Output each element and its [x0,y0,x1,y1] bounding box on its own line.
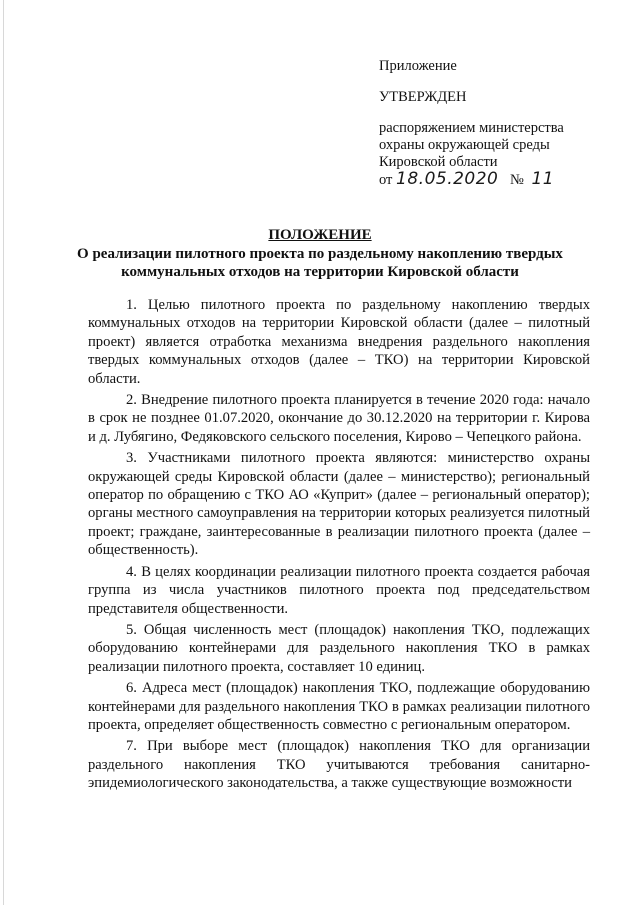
date-number-row [379,171,629,189]
handwritten-number: 11 [531,169,555,189]
document-title-line-1: О реализации пилотного проекта по раздельному накоплению твердых [77,246,563,262]
number-label: № [510,172,524,188]
paragraph-6: 6. Адреса мест (площадок) накопления ТКО, подлежащие оборудованию контейнерами для раздельного накопления ТКО в рамках реализации пилотного проекта, определяет общественность совместно с региональным оператором. [88,680,590,733]
document-title-line-2: коммунальных отходов на территории Кировской области [121,264,519,280]
approval-block [379,58,629,189]
from-label: от [379,172,393,188]
approved-by-line-3: Кировской области [379,154,498,170]
paragraph-1: 1. Целью пилотного проекта по раздельному накоплению твердых коммунальных отходов на территории Кировской области (далее – пилотный проект) является отработка механизма внедрения раздельного накопления твердых коммунальных отходов (далее – ТКО) на территории Кировской области. [88,297,590,387]
document-body [88,296,590,796]
paragraph-2: 2. Внедрение пилотного проекта планируется в течение 2020 года: начало в срок не позднее 01.07.2020, окончание до 30.12.2020 на территории г. Кирова и д. Лубягино, Федяковского сельского поселения, Кирово – Чепецкого района. [88,392,590,445]
paragraph-5: 5. Общая численность мест (площадок) накопления ТКО, подлежащих оборудованию контейнерами для раздельного накопления ТКО в рамках реализации пилотного проекта, составляет 10 единиц. [88,621,590,675]
paragraph-7: 7. При выборе мест (площадок) накопления ТКО для организации раздельного накопления ТКО учитываются требования санитарно-эпидемиологического законодательства, а также существующие возможности [88,738,590,792]
handwritten-date: 18.05.2020 [396,169,499,189]
approved-by-line-1: распоряжением министерства [379,120,564,136]
paragraph-3: 3. Участниками пилотного проекта являются: министерство охраны окружающей среды Кировской области (далее – министерство); региональный оператор по обращению с ТКО АО «Куприт» (далее – региональный оператор); органы местного самоуправления на территории которых реализуется пилотный проект; граждане, заинтересованные в реализации пилотного проекта (далее – общественность). [88,450,590,559]
document-heading: ПОЛОЖЕНИЕ [268,227,372,243]
approved-label: УТВЕРЖДЕН [379,89,467,105]
appendix-label: Приложение [379,58,457,74]
scan-edge-line [3,0,4,905]
approved-by-line-2: охраны окружающей среды [379,137,550,153]
paragraph-4: 4. В целях координации реализации пилотного проекта создается рабочая группа из числа участников пилотного проекта под председательством представителя общественности. [88,563,590,617]
